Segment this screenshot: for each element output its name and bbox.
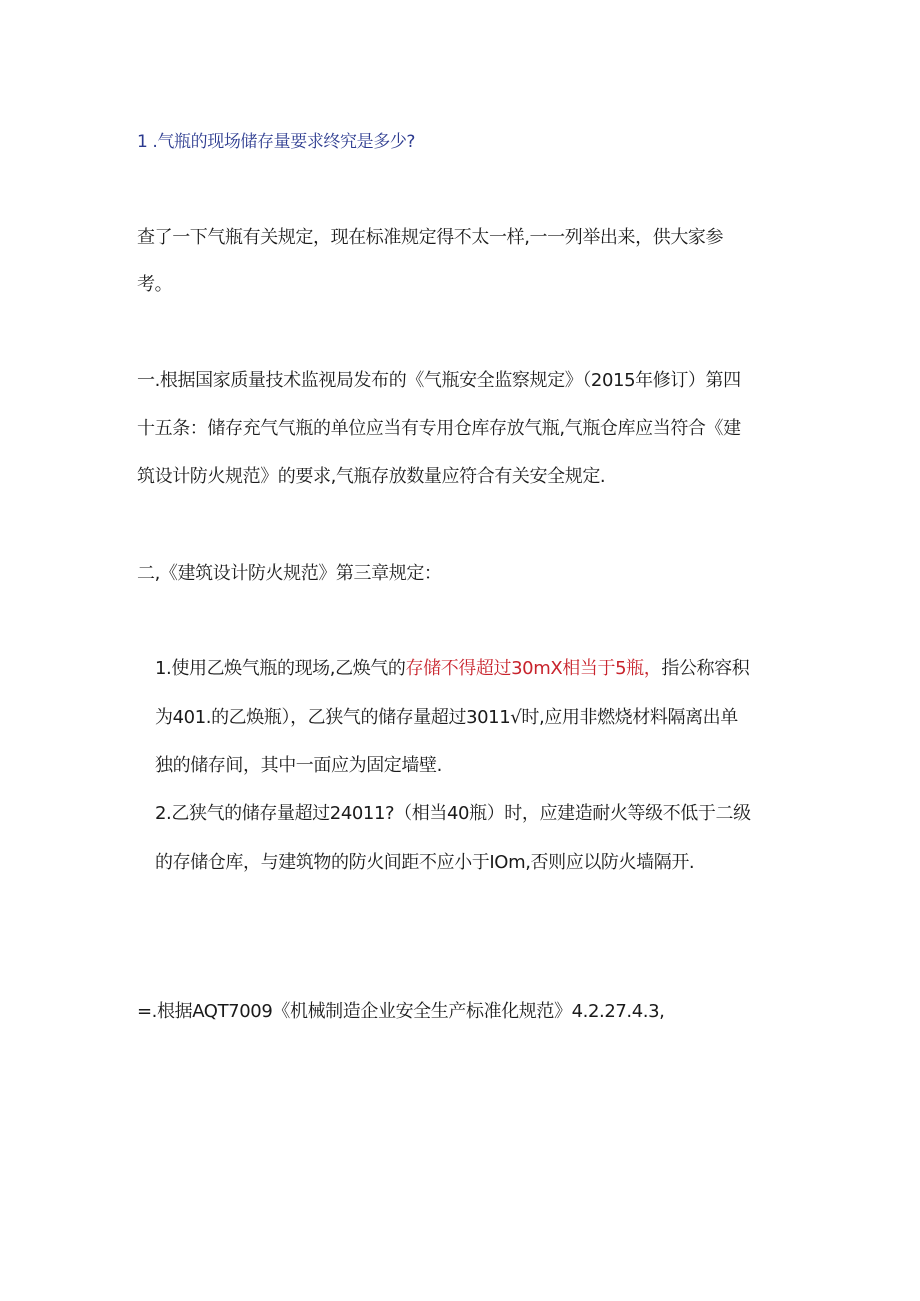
- section1-line-3: 筑设计防火规范》的要求,气瓶存放数量应符合有关安全规定.: [137, 466, 606, 487]
- item1-text-post: 指公称容积: [661, 658, 750, 679]
- section1-line-1: 一.根据国家质量技术监视局发布的《气瓶安全监察规定》（2015年修订）第四: [137, 370, 741, 391]
- section2-item1-line-3: 独的储存间，其中一面应为固定墙壁.: [155, 755, 442, 776]
- intro-line-1: 查了一下气瓶有关规定，现在标准规定得不太一样,一一列举出来，供大家参: [137, 227, 724, 248]
- section1-line-2: 十五条：储存充气气瓶的单位应当有专用仓库存放气瓶,气瓶仓库应当符合《建: [137, 418, 741, 439]
- question-heading: 1 .气瓶的现场储存量要求终究是多少?: [137, 132, 416, 152]
- section2-item2-line-1: 2.乙狭气的储存量超过24011?（相当40瓶）时，应建造耐火等级不低于二级: [155, 803, 751, 824]
- intro-line-2: 考。: [137, 274, 173, 295]
- section2-item1-line-2: 为401.的乙焕瓶），乙狭气的储存量超过3011√时,应用非燃烧材料隔离出单: [155, 707, 738, 728]
- section3-line-1: =.根据AQT7009《机械制造企业安全生产标准化规范》4.2.27.4.3,: [137, 1001, 665, 1022]
- item1-text-highlight: 存储不得超过30mX相当于5瓶，: [405, 658, 662, 679]
- section2-item2-line-2: 的存储仓库，与建筑物的防火间距不应小于IOm,否则应以防火墙隔开.: [155, 852, 695, 873]
- section2-heading: 二,《建筑设计防火规范》第三章规定：: [137, 563, 442, 584]
- section2-item1-line-1: [155, 657, 749, 681]
- item1-text-pre: 1.使用乙焕气瓶的现场,乙焕气的: [155, 658, 406, 679]
